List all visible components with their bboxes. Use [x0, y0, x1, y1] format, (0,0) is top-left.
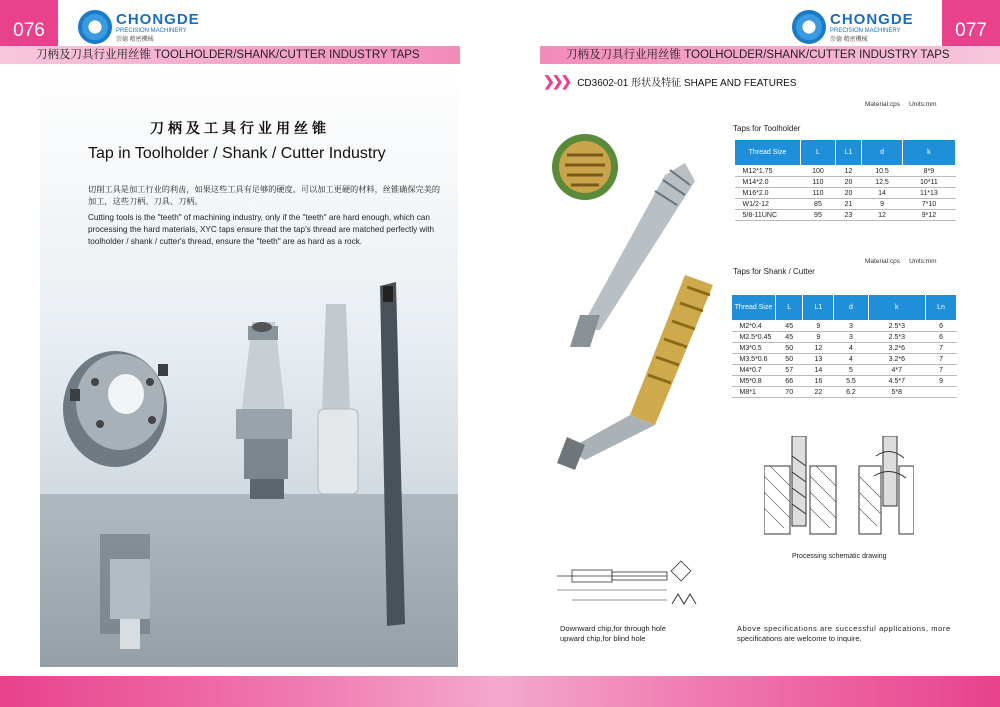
logo-chinese: 崇德 精密機械	[830, 37, 868, 43]
table-cell: M14*2.0	[735, 177, 801, 188]
table-cell: 3.2*6	[868, 343, 926, 354]
logo-wordmark: CHONGDE	[830, 11, 914, 28]
table-cell: W1/2-12	[735, 199, 801, 210]
table-cell: M5*0.8	[732, 376, 776, 387]
table-row	[735, 166, 956, 177]
table-cell: 14	[862, 188, 903, 199]
table-cell: 5	[834, 365, 868, 376]
table-cell: 20	[835, 188, 861, 199]
table-cell	[926, 387, 957, 398]
table-row	[732, 387, 957, 398]
table-cell: 20	[835, 177, 861, 188]
logo-subtitle: PRECISION MACHINERY	[116, 28, 187, 34]
table2-title: Taps for Shank / Cutter	[733, 267, 815, 276]
col-header: L1	[835, 140, 861, 166]
logo-globe-icon	[78, 10, 112, 44]
table-cell: 9*12	[902, 210, 955, 221]
material-units-1: Material:cps Units:mm	[865, 101, 937, 108]
table-cell: 7	[926, 365, 957, 376]
table-cell: 9	[803, 332, 834, 343]
table-cell: 21	[835, 199, 861, 210]
col-header: L	[801, 140, 836, 166]
schematic-caption: Processing schematic drawing	[792, 553, 887, 560]
table-row	[735, 188, 956, 199]
table-cell: M2.5*0.45	[732, 332, 776, 343]
left-page-number: 076	[0, 0, 58, 50]
table-row	[735, 199, 956, 210]
col-header: Thread Size	[732, 295, 776, 321]
right-logo	[792, 10, 914, 44]
table-cell: 50	[776, 354, 803, 365]
table-cell: 6.2	[834, 387, 868, 398]
table-cell: 57	[776, 365, 803, 376]
table-cell: 9	[803, 321, 834, 332]
table-cell: 14	[803, 365, 834, 376]
table-cell: M12*1.75	[735, 166, 801, 177]
processing-schematic	[764, 436, 914, 540]
table-cell: 5/8-11UNC	[735, 210, 801, 221]
table-row	[732, 354, 957, 365]
table-cell: 110	[801, 188, 836, 199]
left-paragraph-en: Cutting tools is the "teeth" of machining industry, only if the "teeth" are hard enough, which can processing the hard materials, XYC taps ensure that the tap's thread are matched perfectly with toolholder / shank / cutter's thread, ensure the "teeth" are as hard as a rock.	[88, 213, 435, 246]
table-shank-cutter	[731, 294, 957, 398]
table-row	[732, 332, 957, 343]
table-row	[732, 343, 957, 354]
inquire-note-2: specifications are welcome to inquire.	[737, 634, 862, 643]
col-header: d	[834, 295, 868, 321]
table-cell: 12	[862, 210, 903, 221]
logo-chinese: 崇德 精密機械	[116, 37, 154, 43]
table-cell: 3.2*6	[868, 354, 926, 365]
table-cell: 13	[803, 354, 834, 365]
right-page-number: 077	[942, 0, 1000, 50]
table-cell: M8*1	[732, 387, 776, 398]
table-cell: 85	[801, 199, 836, 210]
table-cell: 45	[776, 332, 803, 343]
tap-technical-drawing	[552, 556, 702, 616]
right-banner: 刀柄及刀具行业用丝锥 TOOLHOLDER/SHANK/CUTTER INDUSTRY TAPS	[540, 46, 1000, 64]
table-cell: 8*9	[902, 166, 955, 177]
table-cell: 45	[776, 321, 803, 332]
chip-note-1: Downward chip,for through hole	[560, 624, 666, 633]
table-row	[732, 376, 957, 387]
table-cell: M4*0.7	[732, 365, 776, 376]
table-cell: 70	[776, 387, 803, 398]
left-banner: 刀柄及刀具行业用丝锥 TOOLHOLDER/SHANK/CUTTER INDUSTRY TAPS	[0, 46, 460, 64]
left-title-cn: 刀柄及工具行业用丝锥	[150, 120, 330, 136]
table-cell: M3*0.5	[732, 343, 776, 354]
table-cell: 9	[862, 199, 903, 210]
table-cell: 7*10	[902, 199, 955, 210]
table-cell: 50	[776, 343, 803, 354]
face-mill-cutter	[63, 351, 168, 467]
left-title-en: Tap in Toolholder / Shank / Cutter Industry	[88, 145, 386, 162]
table-cell: 10*11	[902, 177, 955, 188]
indexable-drill	[318, 304, 358, 494]
logo-wordmark: CHONGDE	[116, 11, 200, 28]
taps-illustration	[545, 125, 725, 475]
table-cell: 66	[776, 376, 803, 387]
table-cell: 110	[801, 177, 836, 188]
table-cell: 23	[835, 210, 861, 221]
table-cell: 4*7	[868, 365, 926, 376]
table-cell: 6	[926, 321, 957, 332]
table-cell: 2.5*3	[868, 332, 926, 343]
double-chevron-icon: ❯❯❯	[543, 73, 570, 89]
table-cell: 16	[803, 376, 834, 387]
table-cell: 7	[926, 354, 957, 365]
col-header: Ln	[926, 295, 957, 321]
footer-band	[0, 676, 1000, 707]
table-row	[735, 210, 956, 221]
table-cell: 12	[803, 343, 834, 354]
table-cell: 12	[835, 166, 861, 177]
table-cell: 22	[803, 387, 834, 398]
col-header: d	[862, 140, 903, 166]
col-header: L	[776, 295, 803, 321]
table-toolholder	[734, 139, 956, 221]
table-cell: 10.5	[862, 166, 903, 177]
logo-subtitle: PRECISION MACHINERY	[830, 28, 901, 34]
table-row	[732, 365, 957, 376]
logo-globe-icon	[792, 10, 826, 44]
left-logo	[78, 10, 200, 44]
table-row	[735, 177, 956, 188]
chip-note-2: upward chip,for blind hole	[560, 634, 646, 643]
table-cell: 6	[926, 332, 957, 343]
section-heading	[543, 73, 797, 90]
table-cell: 5.5	[834, 376, 868, 387]
table-cell: 3	[834, 332, 868, 343]
table-cell: 5*8	[868, 387, 926, 398]
table-cell: 100	[801, 166, 836, 177]
table-cell: 7	[926, 343, 957, 354]
table1-title: Taps for Toolholder	[733, 124, 801, 133]
toolholder	[236, 322, 292, 499]
col-header: Thread Size	[735, 140, 801, 166]
table-cell: 9	[926, 376, 957, 387]
table-row	[732, 321, 957, 332]
table-cell: 11*13	[902, 188, 955, 199]
material-units-2: Material:cps Units:mm	[865, 258, 937, 265]
table-cell: 3	[834, 321, 868, 332]
table-cell: 12.5	[862, 177, 903, 188]
table-cell: M16*2.0	[735, 188, 801, 199]
col-header: L1	[803, 295, 834, 321]
table-cell: 4	[834, 354, 868, 365]
table-cell: 95	[801, 210, 836, 221]
table-cell: 2.5*3	[868, 321, 926, 332]
col-header: k	[868, 295, 926, 321]
left-paragraph-cn: 切削工具是加工行业的利齿，如果这些工具有足够的硬度，可以加工更硬的材料，丝锥确保完美的加工，这些刀柄、刀具、刀柄。	[88, 185, 441, 206]
table-cell: M3.5*0.6	[732, 354, 776, 365]
table-cell: 4	[834, 343, 868, 354]
col-header: k	[902, 140, 955, 166]
table-cell: 4.5*7	[868, 376, 926, 387]
section-title: CD3602-01 形状及特征 SHAPE AND FEATURES	[577, 78, 797, 89]
inquire-note-1: Above specifications are successful applications, more	[737, 624, 951, 633]
table-cell: M2*0.4	[732, 321, 776, 332]
